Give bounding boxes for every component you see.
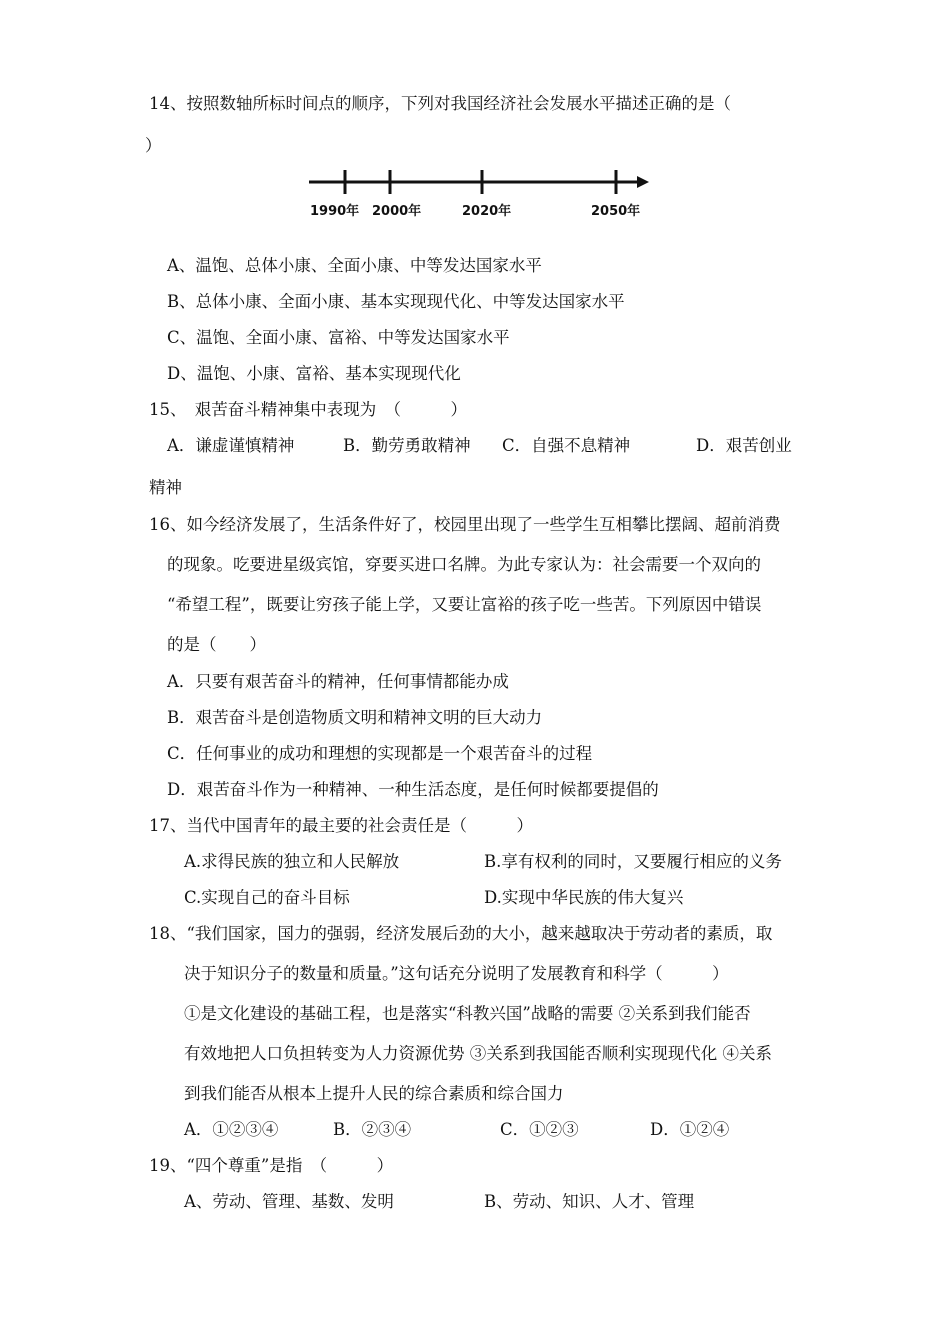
q14-stem: 14、按照数轴所标时间点的顺序，下列对我国经济社会发展水平描述正确的是（ xyxy=(149,94,731,113)
q17-stem: 17、当代中国青年的最主要的社会责任是（ ） xyxy=(149,816,533,835)
q16-option-b: B．艰苦奋斗是创造物质文明和精神文明的巨大动力 xyxy=(167,708,543,727)
q14-stem-end: ） xyxy=(145,136,162,155)
q16-stem-line-2: 的现象。吃要进星级宾馆，穿要买进口名牌。为此专家认为：社会需要一个双向的 xyxy=(167,555,761,574)
q18-option-c: C．①②③ xyxy=(500,1120,579,1139)
q18-option-a: A．①②③④ xyxy=(184,1120,279,1139)
timeline-label-1990: 1990年 xyxy=(310,204,360,219)
q14-option-d: D、温饱、小康、富裕、基本实现现代化 xyxy=(167,364,461,383)
q18-stem-line-4: 有效地把人口负担转变为人力资源优势 ③关系到我国能否顺利实现现代化 ④关系 xyxy=(184,1044,772,1063)
q15-option-b: B．勤劳勇敢精神 xyxy=(343,436,471,455)
q14-option-c: C、温饱、全面小康、富裕、中等发达国家水平 xyxy=(167,328,510,347)
timeline-label-2000: 2000年 xyxy=(372,204,422,219)
q18-stem-line-5: 到我们能否从根本上提升人民的综合素质和综合国力 xyxy=(184,1084,564,1103)
q17-option-d: D.实现中华民族的伟大复兴 xyxy=(484,888,684,907)
q18-stem-line-3: ①是文化建设的基础工程，也是落实“科教兴国”战略的需要 ②关系到我们能否 xyxy=(184,1004,751,1023)
timeline-figure xyxy=(295,165,655,225)
q18-stem-line-1: 18、“我们国家，国力的强弱，经济发展后劲的大小，越来越取决于劳动者的素质，取 xyxy=(149,924,773,943)
q15-stem: 15、 艰苦奋斗精神集中表现为 （ ） xyxy=(149,400,467,419)
q17-option-a: A.求得民族的独立和人民解放 xyxy=(184,852,400,871)
q18-option-d: D．①②④ xyxy=(650,1120,730,1139)
q16-stem-line-1: 16、如今经济发展了，生活条件好了，校园里出现了一些学生互相攀比摆阔、超前消费 xyxy=(149,515,781,534)
q19-option-b: B、劳动、知识、人才、管理 xyxy=(484,1192,695,1211)
q19-option-a: A、劳动、管理、基数、发明 xyxy=(184,1192,394,1211)
q14-option-b: B、总体小康、全面小康、基本实现现代化、中等发达国家水平 xyxy=(167,292,625,311)
q15-option-d-cont: 精神 xyxy=(149,478,182,497)
q17-option-c: C.实现自己的奋斗目标 xyxy=(184,888,350,907)
q16-option-c: C．任何事业的成功和理想的实现都是一个艰苦奋斗的过程 xyxy=(167,744,593,763)
q15-option-c: C．自强不息精神 xyxy=(502,436,631,455)
q17-option-b: B.享有权利的同时，又要履行相应的义务 xyxy=(484,852,782,871)
timeline-label-2050: 2050年 xyxy=(591,204,641,219)
timeline-label-2020: 2020年 xyxy=(462,204,512,219)
q19-stem: 19、“四个尊重”是指 （ ） xyxy=(149,1156,394,1175)
q18-stem-line-2: 决于知识分子的数量和质量。”这句话充分说明了发展教育和科学（ ） xyxy=(184,964,729,983)
q16-stem-line-4: 的是（ ） xyxy=(167,635,266,654)
timeline-arrow xyxy=(637,176,649,188)
q15-option-d: D．艰苦创业 xyxy=(696,436,792,455)
q16-option-a: A．只要有艰苦奋斗的精神，任何事情都能办成 xyxy=(167,672,509,691)
q15-option-a: A．谦虚谨慎精神 xyxy=(167,436,295,455)
q18-option-b: B．②③④ xyxy=(333,1120,412,1139)
q14-option-a: A、温饱、总体小康、全面小康、中等发达国家水平 xyxy=(167,256,542,275)
q16-option-d: D．艰苦奋斗作为一种精神、一种生活态度，是任何时候都要提倡的 xyxy=(167,780,659,799)
q16-stem-line-3: “希望工程”，既要让穷孩子能上学，又要让富裕的孩子吃一些苦。下列原因中错误 xyxy=(167,595,762,614)
